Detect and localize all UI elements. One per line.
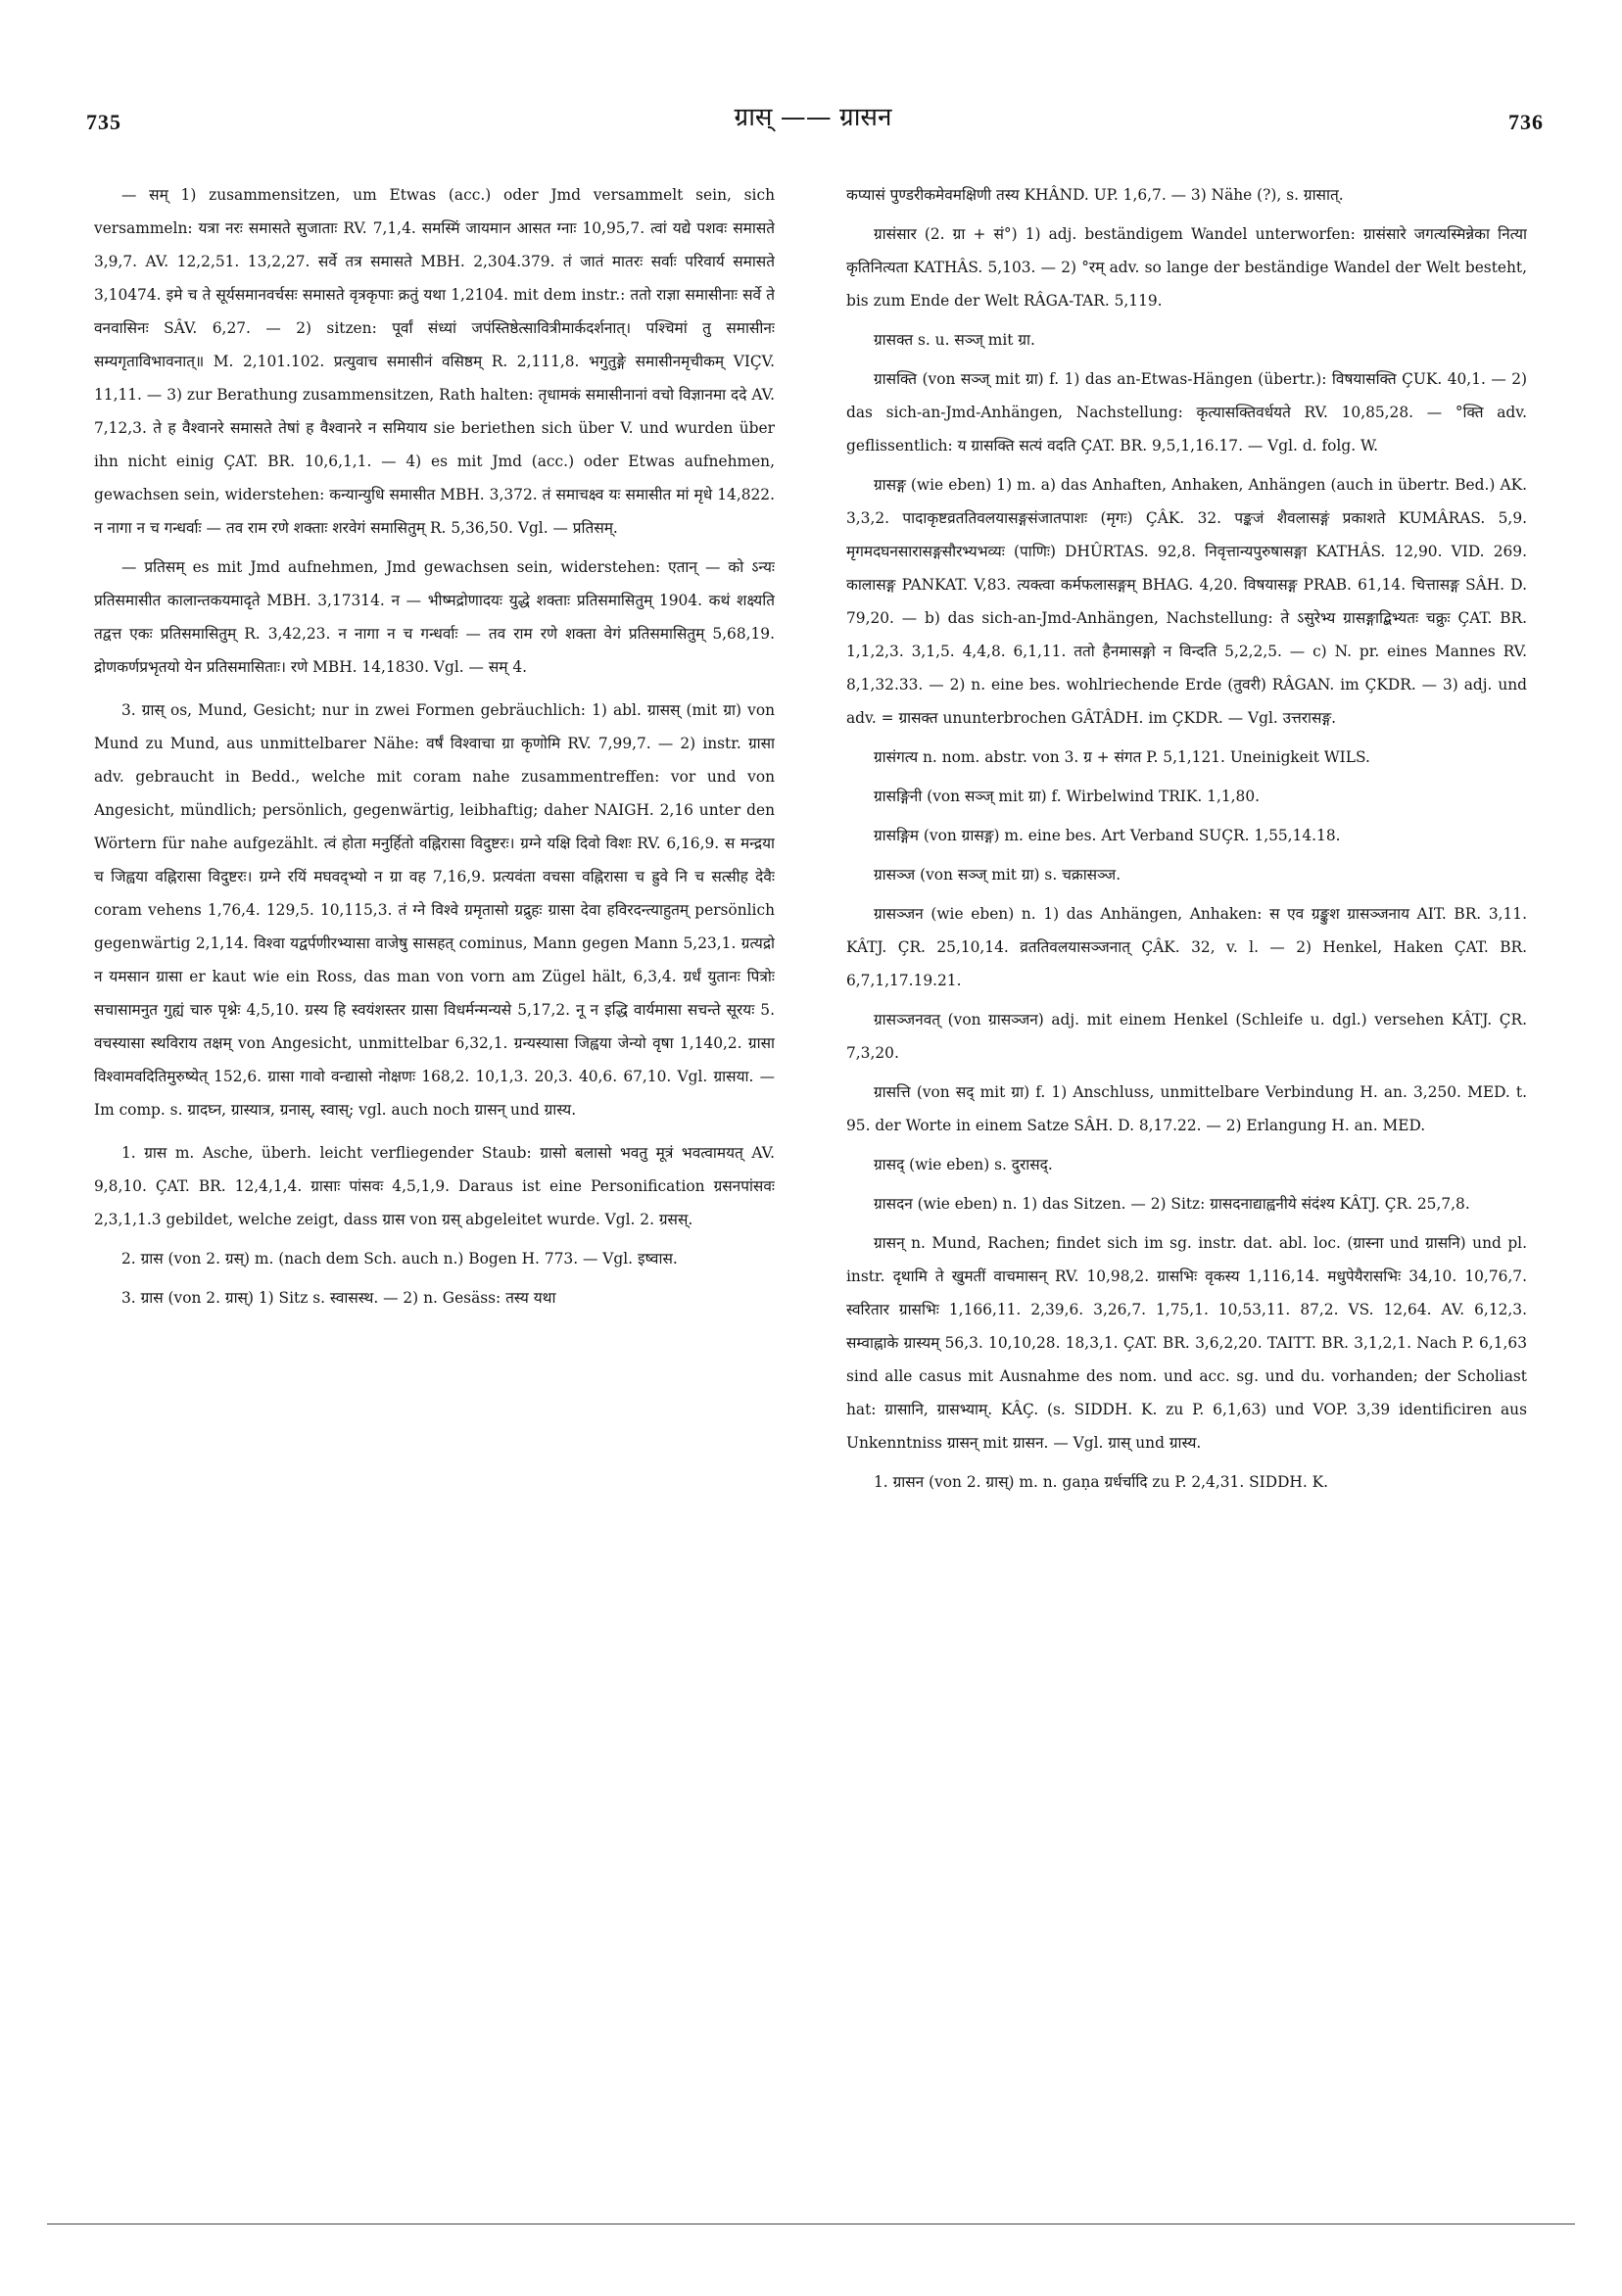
entry-2-aasa: 2. ग्रास (von 2. ग्रस्) m. (nach dem Sch. auch n.) Bogen H. 773. — Vgl. इष्वास. [121,1250,678,1268]
entry-aasangini: ग्रासङ्गिनी (von सञ्ज् mit ग्रा) f. Wirbelwind TRIK. 1,1,80. [874,788,1261,805]
entry-aasamsaara: ग्रासंसार (2. ग्रा + सं°) 1) adj. beständigem Wandel unterworfen: ग्रासंसारे जगत्यस्मिन्नेका नित्या कृतिनित्यता KATHÂS. 5,103. — 2) °रम् adv. so lange der beständige Wandel der Welt besteht, bis zum Ende der Welt RÂGA-TAR. 5,119. [846,225,1527,310]
entry-aasanja: ग्रासञ्ज (von सञ्ज् mit ग्रा) s. चक्रासञ्ज. [874,866,1121,884]
right-page-number: 736 [1508,110,1544,134]
entry-3-aas: 3. ग्रास् os, Mund, Gesicht; nur in zwei Formen gebräuchlich: 1) abl. ग्रासस् (mit ग्रा) von Mund zu Mund, aus unmittelbarer Nähe: वर्षं विश्वाचा ग्रा कृणोमि RV. 7,99,7. — 2) instr. ग्रासा adv. gebraucht in Bedd., welche mit coram nahe zusammentreffen: vor und von Angesicht, mündlich; persönlich, gegenwärtig, leibhaftig; daher NAIGH. 2,16 unter den Wörtern für nahe aufgezählt. त्वं होता मनुर्हितो वह्निरासा विदुष्टरः। ग्रग्ने यक्षि दिवो विशः RV. 6,16,9. स मन्द्रया च जिह्वया वह्निरासा विदुष्टरः। ग्रग्ने रयिं मघवद्भ्यो न ग्रा वह 7,16,9. प्रत्यवंता वचसा वह्निरासा च ह्रुवे नि च सत्सीह देवैः coram vehens 1,76,4. 129,5. 10,115,3. तं ग्ने विश्वे ग्रमृतासो ग्रद्रुहः ग्रासा देवा हविरदन्त्याहुतम् persönlich gegenwärtig 2,1,14. विश्वा यद्वर्पणीरभ्यासा वाजेषु सासहत् cominus, Mann gegen Mann 5,23,1. ग्रत्यद्रो न यमसान ग्रासा er kaut wie ein Ross, das man von vorn am Zügel hält, 6,3,4. ग्रर्धं युतानः पित्रोः सचासामनुत गुह्यं चारु पृश्नेः 4,5,10. ग्रस्य हि स्वयंशस्तर ग्रासा विधर्मन्मन्यसे 5,17,2. नू न इद्धि वार्यमासा सचन्ते सूरयः 5. वचस्यासा स्थविराय तक्षम् von Angesicht, unmittelbar 6,32,1. ग्रन्यस्यासा जिह्वया जेन्यो वृषा 1,140,2. ग्रासा विश्वामवदितिमुरुष्येत् 152,6. ग्रासा गावो वन्द्यासो नोक्षणः 168,2. 10,1,3. 20,3. 40,6. 67,10. Vgl. ग्रासया. — Im comp. s. ग्रादघ्न, ग्रास्यात्र, ग्रनास्, स्वास्; vgl. auch noch ग्रासन् und ग्रास्य. [94,701,775,1119]
entry-3-aasa: 3. ग्रास (von 2. ग्रास्) 1) Sitz s. स्वासस्थ. — 2) n. Gesäss: तस्य यथा [121,1289,556,1307]
entry-aasakti: ग्रासक्ति (von सञ्ज् mit ग्रा) f. 1) das an-Etwas-Hängen (übertr.): विषयासक्ति ÇUK. 40,1. — 2) das sich-an-Jmd-Anhängen, Nachstellung: कृत्यासक्तिवर्धयते RV. 10,85,28. — °क्ति adv. geflissentlich: य ग्रासक्ति सत्यं वदति ÇAT. BR. 9,5,1,16.17. — Vgl. d. folg. W. [846,370,1527,454]
entry-aasatti: ग्रासत्ति (von सद् mit ग्रा) f. 1) Anschluss, unmittelbare Verbindung H. an. 3,250. MED. t. 95. der Worte in einem Satze SÂH. D. 8,17.22. — 2) Erlangung H. an. MED. [846,1083,1527,1134]
left-column [94,178,775,2030]
entry-aasangima: ग्रासङ्गिम (von ग्रासङ्ग) m. eine bes. Art Verband SUÇR. 1,55,14.18. [874,827,1341,844]
entry-sam: — सम् 1) zusammensitzen, um Etwas (acc.) oder Jmd versammelt sein, sich versammeln: यत्रा नरः समासते सुजाताः RV. 7,1,4. समस्मिं जायमान आसत ग्नाः 10,95,7. त्वां यद्ये पशवः समासते 3,9,7. AV. 12,2,51. 13,2,27. सर्वे तत्र समासते MBH. 2,304.379. तं जातं मातरः सर्वाः परिवार्य समासते 3,10474. इमे च ते सूर्यसमानवर्चसः समासते वृत्रकृपाः क्रतुं यथा 1,2104. mit dem instr.: ततो राज्ञा समासीनाः सर्वे ते वनवासिनः SÂV. 6,27. — 2) sitzen: पूर्वां संध्यां जपंस्तिष्ठेत्सावित्रीमार्कदर्शनात्। पश्चिमां तु समासीनः सम्यगृताविभावनात्॥ M. 2,101.102. प्रत्युवाच समासीनं वसिष्ठम् R. 2,111,8. भगुतुङ्गे समासीनमृचीकम् VIÇV. 11,11. — 3) zur Berathung zusammensitzen, Rath halten: तृधामकं समासीनानां वचो विज्ञानमा ददे AV. 7,12,3. ते ह वैश्वानरे समासते तेषां ह वैश्वानरे न समियाय sie beriethen sich über V. und wurden über ihn nicht einig ÇAT. BR. 10,6,1,1. — 4) es mit Jmd (acc.) oder Etwas aufnehmen, gewachsen sein, widerstehen: कन्यान्युधि समासीत MBH. 3,372. तं समाचक्ष्व यः समासीत मां मृधे 14,822. न नागा न च गन्धर्वाः — तव राम रणे शक्ताः शरवेगं समासितुम् R. 5,36,50. Vgl. — प्रतिसम्. [94,186,775,537]
entry-aasan: ग्रासन् n. Mund, Rachen; findet sich im sg. instr. dat. abl. loc. (ग्रास्ना und ग्रासनि) und pl. instr. दृथामि ते खुमतीं वाचमासन् RV. 10,98,2. ग्रासभिः वृकस्य 1,116,14. मधुपेयैरासभिः 34,10. 10,76,7. स्वरितार ग्रासभिः 1,166,11. 2,39,6. 3,26,7. 1,75,1. 10,53,11. 87,2. VS. 12,64. AV. 6,12,3. सम्वाह्नाके ग्रास्यम् 56,3. 10,10,28. 18,3,1. ÇAT. BR. 3,6,2,20. TAITT. BR. 3,1,2,1. Nach P. 6,1,63 sind alle casus mit Ausnahme des nom. und acc. sg. und du. vorhanden; der Scholiast hat: ग्रासानि, ग्रासभ्याम्. KÂÇ. (s. SIDDH. K. zu P. 6,1,63) und VOP. 3,39 identificiren aus Unkenntniss ग्रासन् mit ग्रासन. — Vgl. ग्रास् und ग्रास्य. [846,1234,1527,1452]
entry-1-aasa: 1. ग्रास m. Asche, überh. leicht verfliegender Staub: ग्रासो बलासो भवतु मूत्रं भवत्वामयत् AV. 9,8,10. ÇAT. BR. 12,4,1,4. ग्रासाः पांसवः 4,5,1,9. Daraus ist eine Personification ग्रसनपांसवः 2,3,1,1.3 gebildet, welche zeigt, dass ग्रास von ग्रस् abgeleitet wurde. Vgl. 2. ग्रसस्. [94,1144,775,1228]
left-page-number: 735 [86,110,121,134]
entry-pratisam: — प्रतिसम् es mit Jmd aufnehmen, Jmd gewachsen sein, widerstehen: एतान् — को ऽन्यः प्रतिसमासीत कालान्तकयमादृते MBH. 3,17314. न — भीष्मद्रोणादयः युद्धे शक्ताः प्रतिसमासितुम् 1904. कथं शक्ष्यति तद्वत्त एकः प्रतिसमासितुम् R. 3,42,23. न नागा न च गन्धर्वाः — तव राम रणे शक्ता वेगं प्रतिसमासितुम् 5,68,19. द्रोणकर्णप्रभृतयो येन प्रतिसमासिताः। रणे MBH. 14,1830. Vgl. — सम् 4. [94,558,775,676]
right-column [846,178,1527,2030]
entry-aasangatya: ग्रासंगत्य n. nom. abstr. von 3. ग्र + संगत P. 5,1,121. Uneinigkeit WILS. [874,748,1370,766]
entry-1-aasana: 1. ग्रासन (von 2. ग्रास्) m. n. gaṇa ग्रर्धर्चादि zu P. 2,4,31. SIDDH. K. [874,1473,1329,1491]
entry-aasad: ग्रासद् (wie eben) s. दुरासद्. [874,1156,1053,1173]
entry-aasanjanavat: ग्रासञ्जनवत् (von ग्रासञ्जन) adj. mit einem Henkel (Schleife u. dgl.) versehen KÂTJ. ÇR. 7,3,20. [846,1011,1527,1062]
entry-aasadana: ग्रासदन (wie eben) n. 1) das Sitzen. — 2) Sitz: ग्रासदनाद्याह्वनीये संदंश्य KÂTJ. ÇR. 25,7,8. [874,1195,1470,1213]
running-header-title: ग्रास् —— ग्रासन [734,103,892,132]
entry-aasakta: ग्रासक्त s. u. सञ्ज् mit ग्रा. [874,331,1035,349]
entry-aasanjana: ग्रासञ्जन (wie eben) n. 1) das Anhängen, Anhaken: स एव ग्रङ्कुश ग्रासञ्जनाय AIT. BR. 3,11. KÂTJ. ÇR. 25,10,14. व्रततिवलयासञ्जनात् ÇÂK. 32, v. l. — 2) Henkel, Haken ÇAT. BR. 6,7,1,17.19.21. [846,905,1527,989]
entry-continuation: कप्यासं पुण्डरीकमेवमक्षिणी तस्य KHÂND. UP. 1,6,7. — 3) Nähe (?), s. ग्रासात्. [846,186,1344,204]
entry-aasanga: ग्रासङ्ग (wie eben) 1) m. a) das Anhaften, Anhaken, Anhängen (auch in übertr. Bed.) AK. 3,3,2. पादाकृष्टव्रततिवलयासङ्गसंजातपाशः (मृगः) ÇÂK. 32. पङ्कजं शैवलासङ्गं प्रकाशते KUMÂRAS. 5,9. मृगमदघनसारासङ्गसौरभ्यभव्यः (पाणिः) DHÛRTAS. 92,8. निवृत्तान्यपुरुषासङ्गा KATHÂS. 12,90. VID. 269. कालासङ्ग PANKAT. V,83. त्यक्त्वा कर्मफलासङ्गम् BHAG. 4,20. विषयासङ्ग PRAB. 61,14. चित्तासङ्ग SÂH. D. 79,20. — b) das sich-an-Jmd-Anhängen, Nachstellung: ते ऽसुरेभ्य ग्रासङ्गाद्बिभ्यतः चक्रुः ÇAT. BR. 1,1,2,3. 3,1,5. 4,4,8. 6,1,11. ततो हैनमासङ्गो न विन्दति 5,2,2,5. — c) N. pr. eines Mannes RV. 8,1,32.33. — 2) n. eine bes. wohlriechende Erde (तुवरी) RÂGAN. im ÇKDR. — 3) adj. und adv. = ग्रासक्त ununterbrochen GÂTÂDH. im ÇKDR. — Vgl. उत्तरासङ्ग. [846,476,1527,727]
